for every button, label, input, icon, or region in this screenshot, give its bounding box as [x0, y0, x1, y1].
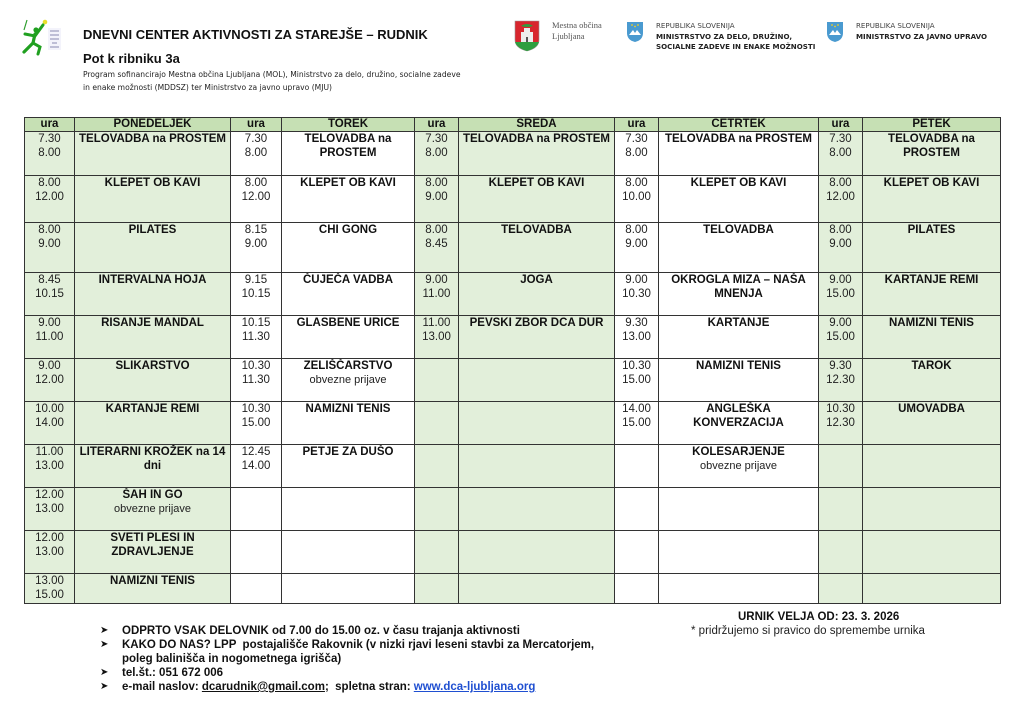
activity-name: PETJE ZA DUŠO: [302, 446, 394, 458]
end-time: 10.15: [241, 288, 271, 300]
activity-cell-thursday: [659, 574, 819, 604]
activity-name: TAROK: [911, 360, 952, 372]
start-time: 10.30: [241, 403, 271, 415]
start-time: 8.00: [38, 177, 61, 189]
activity-name: RISANJE MANDAL: [101, 317, 204, 329]
activity-cell-wednesday: [459, 445, 615, 488]
end-time: 15.00: [241, 417, 271, 429]
time-cell-tuesday: [231, 316, 282, 359]
time-cell-thursday: [615, 223, 659, 273]
activity-name: CHI GONG: [318, 224, 378, 236]
activity-name: PILATES: [128, 224, 177, 236]
start-time: 8.00: [425, 224, 448, 236]
time-cell-friday: [819, 273, 863, 316]
activity-cell-monday: [75, 402, 231, 445]
time-cell-thursday: [615, 402, 659, 445]
activity-name: NAMIZNI TENIS: [305, 403, 391, 415]
end-time: 12.30: [826, 417, 855, 429]
activity-cell-tuesday: [282, 531, 415, 574]
time-cell-friday: [819, 445, 863, 488]
activity-cell-monday: [75, 488, 231, 531]
activity-name: TELOVADBA na PROSTEM: [79, 133, 226, 145]
activity-cell-thursday: [659, 445, 819, 488]
end-time: 8.00: [625, 147, 648, 159]
schedule-row: [25, 445, 1001, 488]
day-header-monday: PONEDELJEK: [75, 118, 231, 132]
start-time: 7.30: [244, 133, 268, 145]
activity-name: TELOVADBA na PROSTEM: [304, 133, 392, 159]
activity-name: ČUJEČA VADBA: [302, 274, 394, 286]
time-cell-thursday: [615, 574, 659, 604]
mddsz-line-2: MINISTRSTVO ZA DELO, DRUŽINO,: [656, 31, 793, 41]
end-time: 9.00: [38, 238, 61, 250]
open-hours-text: ODPRTO VSAK DELOVNIK od 7.00 do 15.00 oz. v času trajanja aktivnosti: [122, 625, 520, 637]
time-cell-wednesday: [415, 402, 459, 445]
time-cell-thursday: [615, 316, 659, 359]
end-time: 10.30: [622, 288, 651, 300]
start-time: 8.00: [829, 224, 852, 236]
time-cell-thursday: [615, 445, 659, 488]
activity-name: KLEPET OB KAVI: [883, 177, 980, 189]
day-header-wednesday: SREDA: [459, 118, 615, 132]
time-cell-tuesday: [231, 132, 282, 176]
end-time: 9.00: [244, 238, 268, 250]
end-time: 12.00: [35, 374, 64, 386]
funding-line-2: in enake možnosti (MDDSZ) ter Ministrstvo za javno upravo (MJU): [83, 83, 332, 92]
time-cell-monday: [25, 132, 75, 176]
end-time: 9.00: [625, 238, 648, 250]
start-time: 8.00: [38, 224, 61, 236]
activity-name: KLEPET OB KAVI: [104, 177, 201, 189]
activity-name: KOLESARJENJE: [692, 446, 785, 458]
contact-info-list: [100, 624, 660, 694]
dca-logo: [18, 16, 64, 58]
activity-cell-friday: [863, 574, 1001, 604]
center-title: DNEVNI CENTER AKTIVNOSTI ZA STAREJŠE – RUDNIK: [83, 27, 428, 42]
start-time: 9.15: [244, 274, 268, 286]
time-cell-tuesday: [231, 273, 282, 316]
start-time: 9.00: [829, 317, 852, 329]
mju-logo-text: [856, 21, 987, 42]
website-link[interactable]: www.dca-ljubljana.org: [413, 681, 536, 693]
time-cell-friday: [819, 176, 863, 223]
time-cell-wednesday: [415, 223, 459, 273]
activity-cell-tuesday: [282, 445, 415, 488]
time-cell-tuesday: [231, 223, 282, 273]
activity-cell-monday: [75, 359, 231, 402]
time-cell-monday: [25, 176, 75, 223]
activity-name: KLEPET OB KAVI: [690, 177, 787, 189]
start-time: 7.30: [829, 133, 852, 145]
time-cell-monday: [25, 574, 75, 604]
time-cell-friday: [819, 402, 863, 445]
activity-name: TELOVADBA na PROSTEM: [888, 133, 975, 159]
end-time: 12.00: [241, 191, 271, 203]
activity-cell-tuesday: [282, 574, 415, 604]
time-cell-wednesday: [415, 574, 459, 604]
activity-name: NAMIZNI TENIS: [696, 360, 781, 372]
activity-name: TELOVADBA na PROSTEM: [665, 133, 812, 145]
activity-cell-thursday: [659, 273, 819, 316]
activity-cell-monday: [75, 316, 231, 359]
activity-note: obvezne prijave: [113, 503, 192, 515]
activity-name: KARTANJE REMI: [105, 403, 200, 415]
activity-cell-thursday: [659, 223, 819, 273]
day-header-thursday: ČETRTEK: [659, 118, 819, 132]
activity-name: KLEPET OB KAVI: [488, 177, 585, 189]
start-time: 9.00: [425, 274, 448, 286]
time-header: ura: [415, 118, 459, 132]
end-time: 8.00: [244, 147, 268, 159]
mol-line-1: Mestna občina: [552, 20, 602, 30]
time-cell-monday: [25, 359, 75, 402]
time-cell-wednesday: [415, 132, 459, 176]
activity-name: PILATES: [907, 224, 956, 236]
schedule-row: [25, 574, 1001, 604]
end-time: 15.00: [35, 589, 64, 601]
activity-name: SLIKARSTVO: [115, 360, 190, 372]
time-cell-wednesday: [415, 273, 459, 316]
time-cell-thursday: [615, 531, 659, 574]
activity-name: JOGA: [520, 274, 553, 286]
end-time: 13.00: [35, 460, 64, 472]
funding-note: [83, 68, 503, 94]
start-time: 12.45: [241, 446, 271, 458]
time-cell-friday: [819, 316, 863, 359]
start-time: 9.00: [625, 274, 648, 286]
web-label: ; spletna stran:: [324, 681, 414, 693]
activity-name: OKROGLA MIZA – NAŠA MNENJA: [671, 274, 806, 300]
start-time: 10.30: [241, 360, 271, 372]
start-time: 9.00: [38, 317, 61, 329]
start-time: 8.00: [829, 177, 852, 189]
time-cell-tuesday: [231, 359, 282, 402]
start-time: 10.15: [241, 317, 271, 329]
day-header-friday: PETEK: [863, 118, 1001, 132]
activity-name: GLASBENE URICE: [296, 317, 400, 329]
day-header-tuesday: TOREK: [282, 118, 415, 132]
end-time: 11.30: [242, 374, 270, 386]
activity-cell-thursday: [659, 531, 819, 574]
activity-cell-tuesday: [282, 132, 415, 176]
activity-name: NAMIZNI TENIS: [110, 575, 195, 587]
activity-cell-thursday: [659, 176, 819, 223]
time-cell-wednesday: [415, 316, 459, 359]
time-cell-wednesday: [415, 531, 459, 574]
activity-cell-friday: [863, 223, 1001, 273]
end-time: 12.30: [826, 374, 855, 386]
activity-cell-wednesday: [459, 316, 615, 359]
start-time: 8.00: [425, 177, 448, 189]
time-cell-friday: [819, 223, 863, 273]
start-time: 9.30: [829, 360, 852, 372]
end-time: 9.00: [829, 238, 852, 250]
activity-cell-tuesday: [282, 488, 415, 531]
start-time: 8.00: [625, 177, 648, 189]
end-time: 13.00: [622, 331, 651, 343]
activity-name: ZELIŠČARSTVO: [303, 360, 393, 372]
start-time: 13.00: [35, 575, 64, 587]
activity-name: KLEPET OB KAVI: [300, 177, 396, 189]
activity-cell-monday: [75, 574, 231, 604]
end-time: 15.00: [826, 288, 855, 300]
end-time: 8.00: [829, 147, 852, 159]
arrow-bullet-icon: ➤: [100, 681, 109, 692]
activity-name: TELOVADBA: [501, 224, 572, 236]
start-time: 12.00: [35, 489, 64, 501]
activity-name: ANGLEŠKA KONVERZACIJA: [693, 403, 784, 429]
activity-note: obvezne prijave: [309, 374, 387, 386]
activity-cell-friday: [863, 316, 1001, 359]
slovenia-emblem-icon: [826, 21, 844, 43]
start-time: 7.30: [38, 133, 61, 145]
mddsz-line-1: REPUBLIKA SLOVENIJA: [656, 21, 735, 30]
time-cell-tuesday: [231, 574, 282, 604]
end-time: 13.00: [422, 331, 451, 343]
end-time: 9.00: [425, 191, 448, 203]
activity-cell-thursday: [659, 488, 819, 531]
end-time: 14.00: [241, 460, 271, 472]
time-cell-monday: [25, 273, 75, 316]
activity-cell-wednesday: [459, 359, 615, 402]
schedule-row: [25, 531, 1001, 574]
mol-logo-text: [552, 20, 602, 42]
end-time: 15.00: [826, 331, 855, 343]
running-figure-icon: [18, 16, 64, 58]
end-time: 8.00: [38, 147, 61, 159]
time-header: ura: [819, 118, 863, 132]
schedule-table: [24, 117, 1001, 604]
end-time: 12.00: [35, 191, 64, 203]
start-time: 10.30: [622, 360, 651, 372]
start-time: 9.00: [38, 360, 61, 372]
end-time: 10.00: [622, 191, 651, 203]
activity-cell-friday: [863, 359, 1001, 402]
activity-cell-friday: [863, 402, 1001, 445]
time-cell-wednesday: [415, 359, 459, 402]
activity-cell-monday: [75, 132, 231, 176]
activity-name: TELOVADBA: [703, 224, 774, 236]
activity-cell-friday: [863, 488, 1001, 531]
activity-cell-thursday: [659, 359, 819, 402]
schedule-row: [25, 223, 1001, 273]
slovenia-emblem-icon: [626, 21, 644, 43]
activity-cell-monday: [75, 223, 231, 273]
activity-cell-monday: [75, 176, 231, 223]
arrow-bullet-icon: ➤: [100, 667, 109, 678]
time-cell-monday: [25, 445, 75, 488]
time-cell-wednesday: [415, 445, 459, 488]
mol-line-2: Ljubljana: [552, 31, 585, 41]
schedule-row: [25, 359, 1001, 402]
activity-name: KARTANJE REMI: [884, 274, 979, 286]
funding-line-1: Program sofinancirajo Mestna občina Ljubljana (MOL), Ministrstvo za delo, družino, socialne zadeve: [83, 70, 461, 79]
time-cell-friday: [819, 488, 863, 531]
arrow-bullet-icon: ➤: [100, 625, 109, 636]
info-phone: [100, 666, 660, 680]
time-header: ura: [25, 118, 75, 132]
schedule-row: [25, 176, 1001, 223]
schedule-row: [25, 402, 1001, 445]
activity-cell-thursday: [659, 316, 819, 359]
activity-cell-tuesday: [282, 273, 415, 316]
email-link[interactable]: dcarudnik@gmail.com: [201, 681, 325, 693]
activity-cell-monday: [75, 445, 231, 488]
start-time: 7.30: [625, 133, 648, 145]
activity-cell-tuesday: [282, 223, 415, 273]
end-time: 13.00: [35, 503, 64, 515]
time-header: ura: [615, 118, 659, 132]
activity-name: ŠAH IN GO: [122, 489, 183, 501]
phone-text: tel.št.: 051 672 006: [122, 667, 224, 679]
start-time: 8.00: [625, 224, 648, 236]
time-header: ura: [231, 118, 282, 132]
info-email-web: [100, 680, 660, 694]
mju-line-1: REPUBLIKA SLOVENIJA: [856, 21, 935, 30]
activity-cell-wednesday: [459, 273, 615, 316]
time-cell-tuesday: [231, 445, 282, 488]
time-cell-thursday: [615, 273, 659, 316]
activity-cell-friday: [863, 531, 1001, 574]
time-cell-friday: [819, 132, 863, 176]
activity-cell-thursday: [659, 402, 819, 445]
schedule-row: [25, 132, 1001, 176]
schedule-header-row: [25, 118, 1001, 132]
mju-line-2: MINISTRSTVO ZA JAVNO UPRAVO: [856, 31, 988, 41]
activity-name: NAMIZNI TENIS: [889, 317, 974, 329]
schedule-disclaimer: * pridržujemo si pravico do spremembe urnika: [691, 625, 925, 637]
start-time: 8.15: [244, 224, 268, 236]
activity-cell-wednesday: [459, 574, 615, 604]
activity-name: PEVSKI ZBOR DCA DUR: [469, 317, 604, 329]
email-label: e-mail naslov:: [122, 681, 202, 693]
end-time: 15.00: [622, 374, 651, 386]
activity-cell-wednesday: [459, 531, 615, 574]
time-cell-tuesday: [231, 488, 282, 531]
end-time: 8.45: [425, 238, 448, 250]
end-time: 8.00: [425, 147, 448, 159]
start-time: 9.30: [625, 317, 648, 329]
end-time: 15.00: [622, 417, 651, 429]
start-time: 10.00: [35, 403, 64, 415]
end-time: 11.30: [242, 331, 270, 343]
schedule-body: [25, 132, 1001, 604]
schedule-row: [25, 316, 1001, 359]
activity-cell-wednesday: [459, 132, 615, 176]
time-cell-monday: [25, 488, 75, 531]
activity-cell-friday: [863, 176, 1001, 223]
start-time: 8.45: [38, 274, 61, 286]
time-cell-monday: [25, 402, 75, 445]
activity-name: INTERVALNA HOJA: [98, 274, 207, 286]
time-cell-thursday: [615, 488, 659, 531]
time-cell-thursday: [615, 359, 659, 402]
start-time: 14.00: [622, 403, 651, 415]
time-cell-monday: [25, 531, 75, 574]
arrow-bullet-icon: ➤: [100, 639, 109, 650]
time-cell-tuesday: [231, 176, 282, 223]
info-open-hours: [100, 624, 660, 638]
start-time: 9.00: [829, 274, 852, 286]
activity-cell-tuesday: [282, 402, 415, 445]
time-cell-thursday: [615, 132, 659, 176]
schedule-row: [25, 273, 1001, 316]
activity-cell-monday: [75, 273, 231, 316]
activity-cell-friday: [863, 445, 1001, 488]
time-cell-friday: [819, 531, 863, 574]
start-time: 8.00: [244, 177, 268, 189]
time-cell-tuesday: [231, 402, 282, 445]
start-time: 7.30: [425, 133, 448, 145]
time-cell-wednesday: [415, 488, 459, 531]
activity-name: LITERARNI KROŽEK na 14 dni: [79, 446, 226, 472]
activity-cell-friday: [863, 132, 1001, 176]
activity-cell-thursday: [659, 132, 819, 176]
activity-cell-tuesday: [282, 359, 415, 402]
time-cell-tuesday: [231, 531, 282, 574]
end-time: 14.00: [35, 417, 64, 429]
activity-cell-tuesday: [282, 316, 415, 359]
end-time: 11.00: [35, 331, 64, 343]
activity-name: SVETI PLESI IN ZDRAVLJENJE: [110, 532, 195, 558]
start-time: 10.30: [826, 403, 855, 415]
activity-cell-tuesday: [282, 176, 415, 223]
activity-cell-wednesday: [459, 488, 615, 531]
time-cell-monday: [25, 316, 75, 359]
activity-name: KARTANJE: [707, 317, 770, 329]
activity-cell-wednesday: [459, 402, 615, 445]
directions-text: postajališče Rakovnik (v nizki rjavi leseni stavbi za Mercatorjem,: [236, 639, 595, 651]
activity-cell-friday: [863, 273, 1001, 316]
schedule-valid-from: URNIK VELJA OD: 23. 3. 2026: [738, 611, 900, 623]
end-time: 12.00: [826, 191, 855, 203]
directions-text-2: poleg balinišča in nogometnega igrišča): [122, 653, 342, 665]
ljubljana-coat-of-arms-icon: [514, 20, 540, 52]
time-cell-friday: [819, 574, 863, 604]
activity-note: obvezne prijave: [699, 460, 778, 472]
start-time: 11.00: [35, 446, 64, 458]
start-time: 12.00: [35, 532, 64, 544]
activity-cell-monday: [75, 531, 231, 574]
time-cell-wednesday: [415, 176, 459, 223]
mddsz-line-3: SOCIALNE ZADEVE IN ENAKE MOŽNOSTI: [656, 42, 816, 51]
time-cell-friday: [819, 359, 863, 402]
mddsz-logo-text: [656, 21, 815, 53]
schedule-row: [25, 488, 1001, 531]
activity-name: TELOVADBA na PROSTEM: [463, 133, 610, 145]
start-time: 11.00: [422, 317, 451, 329]
activity-name: UMOVADBA: [898, 403, 965, 415]
time-cell-thursday: [615, 176, 659, 223]
directions-label: KAKO DO NAS? LPP: [122, 639, 237, 651]
time-cell-monday: [25, 223, 75, 273]
end-time: 13.00: [35, 546, 64, 558]
activity-cell-wednesday: [459, 223, 615, 273]
end-time: 11.00: [422, 288, 451, 300]
activity-cell-wednesday: [459, 176, 615, 223]
end-time: 10.15: [35, 288, 64, 300]
center-address: Pot k ribniku 3a: [83, 51, 180, 66]
info-directions: [100, 638, 660, 666]
